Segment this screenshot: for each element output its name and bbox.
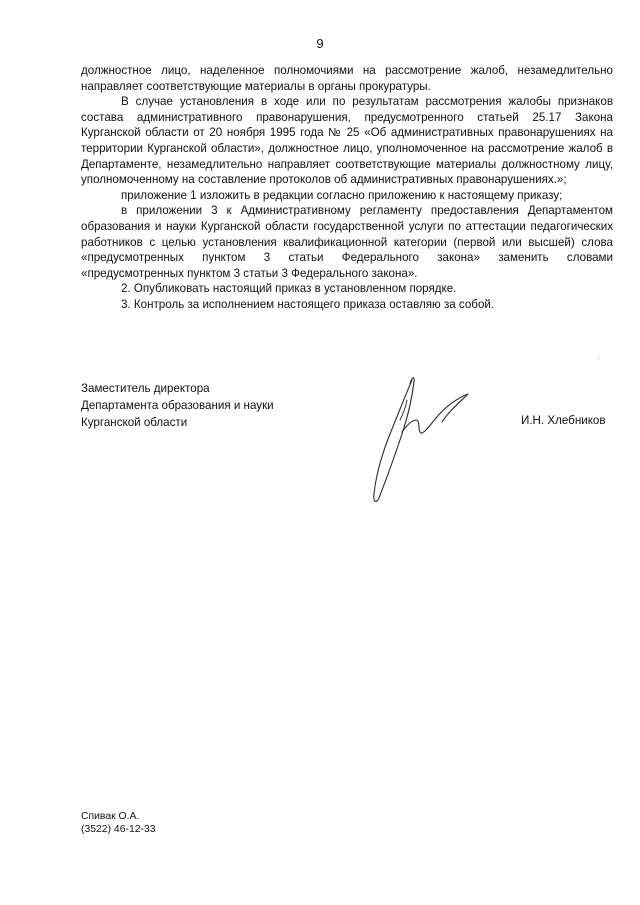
paragraph-appendix-1: приложение 1 изложить в редакции согласно приложению к настоящему приказу; — [121, 188, 563, 202]
paragraph-administrative-violation: В случае установления в ходе или по результатам рассмотрения жалобы признаков состава административного правонарушения, предусмотренного статьей 25.17 Закона Курганской области от 20 ноября 1995 года № 25 «Об административных правонарушениях на территории Курганской области», должностное лицо, уполномоченное на рассмотрение жалоб в Департаменте, незамедлительно направляет соответствующие материалы должностному лицу, уполномоченному на составление протоколов об административных правонарушениях.»; — [81, 95, 613, 187]
scan-speck — [598, 358, 599, 359]
paragraph-continuation: должностное лицо, наделенное полномочиями на рассмотрение жалоб, незамедлительно направляет соответствующие материалы в органы прокуратуры. — [81, 64, 613, 93]
body-text — [81, 63, 613, 313]
signer-position-line: Департамента образования и науки — [81, 399, 274, 412]
paragraph-appendix-3: в приложении 3 к Административному регламенту предоставления Департаментом образования и науки Курганской области государственной услуги по аттестации педагогических работников с целью установления квалификационной категории (первой или высшей) слова «предусмотренных пунктом 3 статьи Федерального закона» заменить словами «предусмотренных пунктом 3 статьи 3 Федерального закона». — [81, 204, 613, 280]
signer-position-line: Курганской области — [81, 416, 188, 429]
page-number: 9 — [316, 36, 324, 51]
signer-position-line: Заместитель директора — [81, 382, 210, 395]
signer-position — [81, 380, 341, 431]
paragraph-publish: 2. Опубликовать настоящий приказ в установленном порядке. — [121, 282, 457, 296]
executor-info — [81, 810, 156, 836]
executor-name: Спивак О.А. — [81, 811, 140, 822]
executor-phone: (3522) 46-12-33 — [81, 824, 156, 835]
signer-name: И.Н. Хлебников — [521, 414, 606, 427]
paragraph-control: 3. Контроль за исполнением настоящего приказа оставляю за собой. — [121, 297, 495, 311]
handwritten-signature — [360, 362, 500, 512]
